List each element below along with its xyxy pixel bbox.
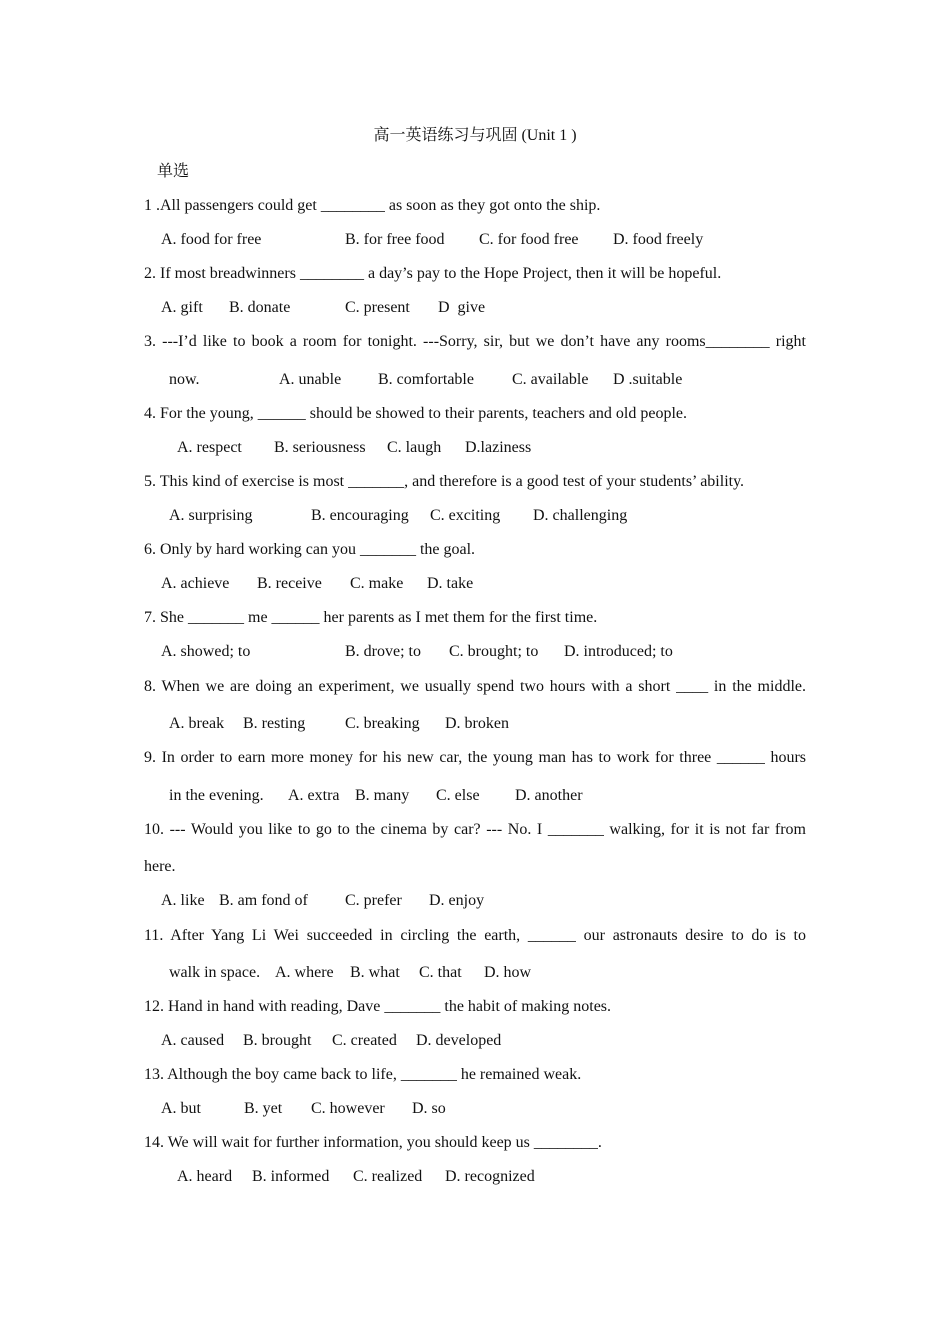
option: A. respect <box>177 439 242 456</box>
option: A. caused <box>161 1032 225 1049</box>
question-stem-continuation: in the evening. <box>169 787 264 804</box>
option: D. food freely <box>613 231 704 248</box>
option: C. created <box>332 1032 397 1049</box>
option: A. surprising <box>169 507 253 524</box>
question-stem: 12. Hand in hand with reading, Dave _______ the habit of making notes. <box>144 998 612 1015</box>
option: D. another <box>515 787 583 804</box>
option: A. food for free <box>161 231 262 248</box>
option: C. available <box>512 371 589 388</box>
option: A. gift <box>161 299 203 316</box>
option: B. what <box>350 964 400 981</box>
option: D. broken <box>445 715 509 732</box>
option: B. brought <box>243 1032 312 1049</box>
option: C. present <box>345 299 410 316</box>
option: D. introduced; to <box>564 643 673 660</box>
option: B. encouraging <box>311 507 409 524</box>
option: C. realized <box>353 1168 423 1185</box>
option: D. developed <box>416 1032 502 1049</box>
option: B. resting <box>243 715 306 732</box>
question-stem: 4. For the young, ______ should be showed to their parents, teachers and old people. <box>144 405 687 422</box>
option: B. many <box>355 787 410 804</box>
option: B. drove; to <box>345 643 421 660</box>
option: B. am fond of <box>219 892 308 909</box>
option: C. make <box>350 575 404 592</box>
question-stem: 13. Although the boy came back to life, _______ he remained weak. <box>144 1066 582 1083</box>
option: A. but <box>161 1100 201 1117</box>
question-stem: 7. She _______ me ______ her parents as I met them for the first time. <box>144 609 598 626</box>
question-stem: 5. This kind of exercise is most _______, and therefore is a good test of your students’ ability. <box>144 473 745 490</box>
option: A. achieve <box>161 575 230 592</box>
option: C. brought; to <box>449 643 539 660</box>
option: A. like <box>161 892 205 909</box>
option: A. extra <box>288 787 340 804</box>
option: A. break <box>169 715 225 732</box>
option: D. how <box>484 964 532 981</box>
question-stem: 10. --- Would you like to go to the cinema by car? --- No. I _______ walking, for it is not far from <box>144 821 806 838</box>
option: C. exciting <box>430 507 501 524</box>
option: D. take <box>427 575 474 592</box>
option: C. prefer <box>345 892 402 909</box>
option: A. showed; to <box>161 643 251 660</box>
option: C. breaking <box>345 715 420 732</box>
question-stem: 6. Only by hard working can you _______ the goal. <box>144 541 476 558</box>
option: B. for free food <box>345 231 445 248</box>
option: C. else <box>436 787 480 804</box>
page-title: 高一英语练习与巩固 (Unit 1 ) <box>373 127 577 144</box>
option: B. comfortable <box>378 371 474 388</box>
question-stem: 8. When we are doing an experiment, we usually spend two hours with a short ____ in the middle. <box>144 678 806 695</box>
option: B. receive <box>257 575 322 592</box>
question-stem-continuation: here. <box>144 858 176 875</box>
question-stem: 11. After Yang Li Wei succeeded in circling the earth, ______ our astronauts desire to do is to <box>144 927 806 944</box>
option: D give <box>438 299 486 316</box>
option: C. for food free <box>479 231 579 248</box>
option: C. however <box>311 1100 385 1117</box>
option: C. laugh <box>387 439 442 456</box>
option: B. seriousness <box>274 439 366 456</box>
section-heading: 单选 <box>157 163 190 180</box>
option: A. unable <box>279 371 342 388</box>
option: D. challenging <box>533 507 628 524</box>
question-stem: 9. In order to earn more money for his new car, the young man has to work for three ______ hours <box>144 749 806 766</box>
question-stem: 1 .All passengers could get ________ as soon as they got onto the ship. <box>144 197 601 214</box>
option: D. enjoy <box>429 892 485 909</box>
option: B. donate <box>229 299 291 316</box>
question-stem-continuation: walk in space. <box>169 964 261 981</box>
question-stem: 14. We will wait for further information, you should keep us ________. <box>144 1134 602 1151</box>
option: A. where <box>275 964 334 981</box>
option: B. informed <box>252 1168 330 1185</box>
option: D. so <box>412 1100 446 1117</box>
question-stem: 3. ---I’d like to book a room for tonight. ---Sorry, sir, but we don’t have any rooms________ right <box>144 333 806 350</box>
question-stem-continuation: now. <box>169 371 200 388</box>
question-stem: 2. If most breadwinners ________ a day’s pay to the Hope Project, then it will be hopeful. <box>144 265 722 282</box>
option: B. yet <box>244 1100 283 1117</box>
option: A. heard <box>177 1168 233 1185</box>
option: C. that <box>419 964 462 981</box>
option: D.laziness <box>465 439 532 456</box>
option: D .suitable <box>613 371 683 388</box>
option: D. recognized <box>445 1168 535 1185</box>
